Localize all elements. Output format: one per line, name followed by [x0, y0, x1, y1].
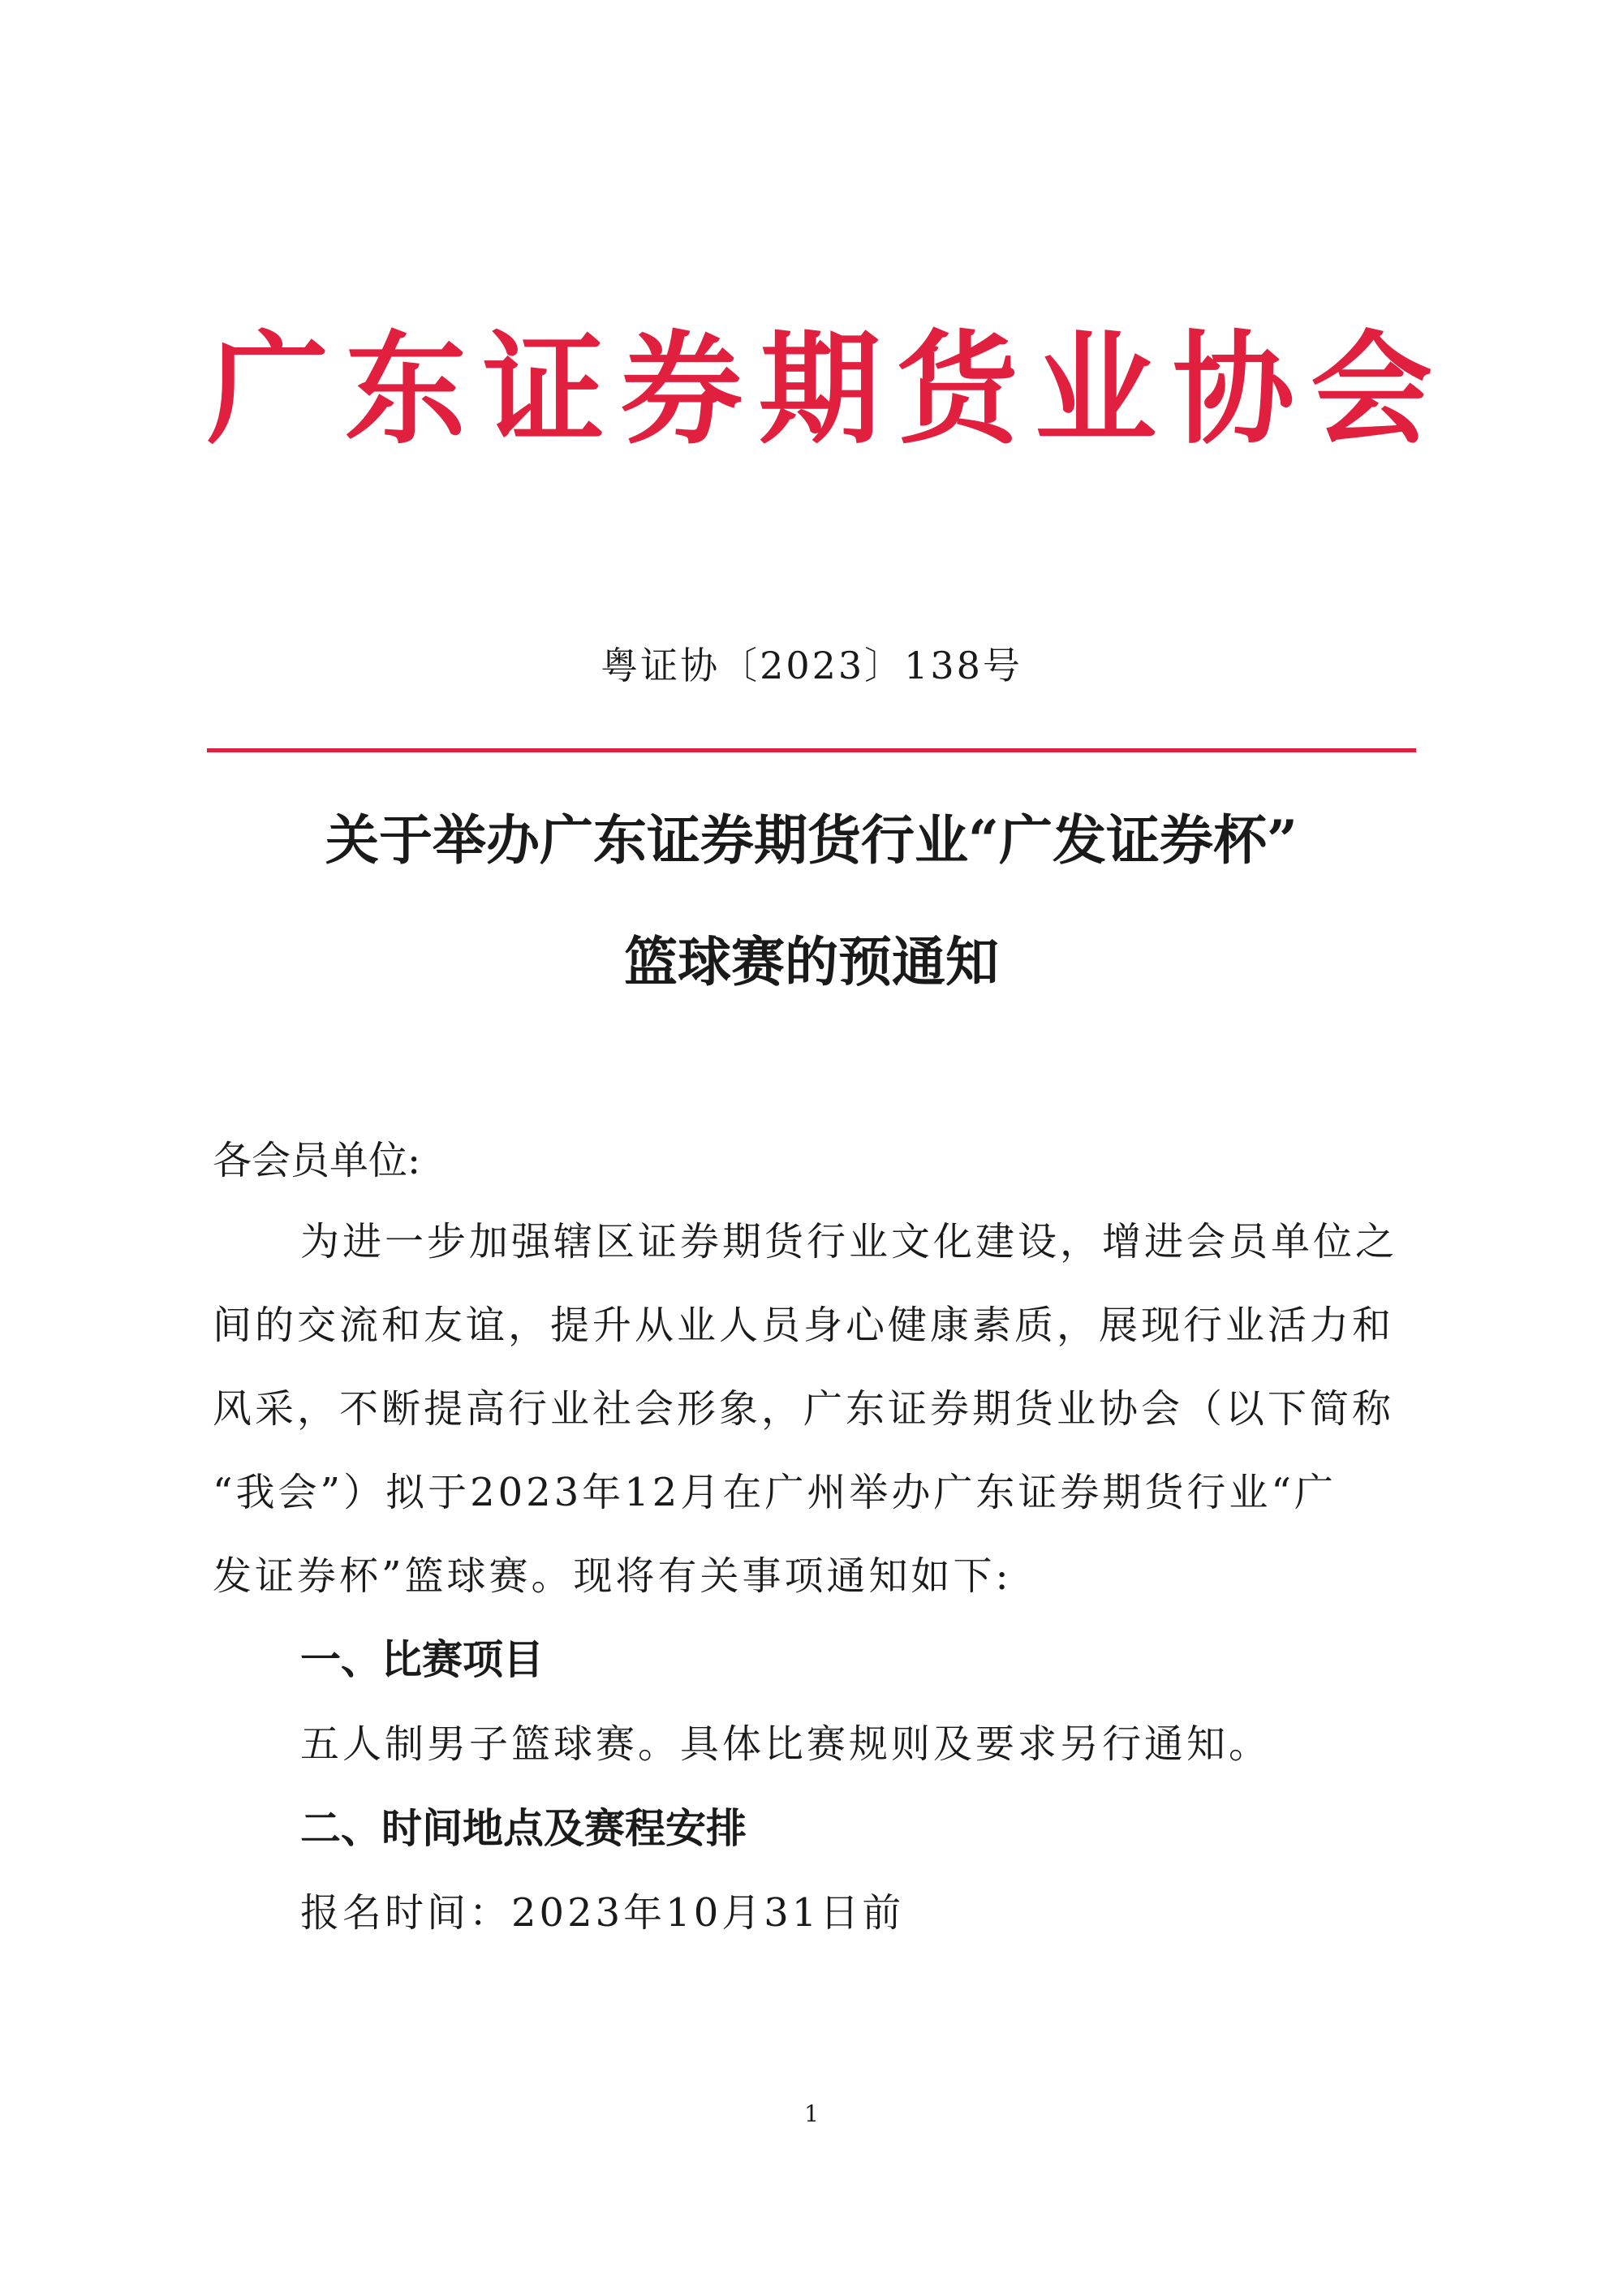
document-number: 粤证协〔2023〕138号: [601, 644, 1022, 687]
paragraph-line: 发证券杯”篮球赛。现将有关事项通知如下:: [213, 1553, 1012, 1599]
page-number: 1: [804, 2100, 819, 2127]
document-title-line-2: 篮球赛的预通知: [624, 930, 999, 993]
paragraph-line: 间的交流和友谊，提升从业人员身心健康素质，展现行业活力和: [213, 1303, 1395, 1348]
document-title-line-1: 关于举办广东证券期货行业“广发证券杯”: [325, 808, 1298, 872]
organization-header: 广东证券期货业协会: [207, 318, 1449, 461]
section-heading-schedule: 二、时间地点及赛程安排: [300, 1805, 747, 1852]
red-divider-line: [207, 748, 1416, 752]
section-content-registration-time: 报名时间：2023年10月31日前: [300, 1890, 905, 1936]
section-content-competition-event: 五人制男子篮球赛。具体比赛规则及要求另行通知。: [300, 1721, 1272, 1767]
salutation: 各会员单位:: [213, 1138, 421, 1183]
paragraph-line: “我会”）拟于2023年12月在广州举办广东证券期货行业“广: [213, 1470, 1337, 1515]
section-heading-competition-event: 一、比赛项目: [300, 1636, 544, 1683]
paragraph-line: 为进一步加强辖区证券期货行业文化建设，增进会员单位之: [300, 1219, 1398, 1264]
paragraph-line: 风采，不断提高行业社会形象，广东证券期货业协会（以下简称: [213, 1386, 1395, 1432]
